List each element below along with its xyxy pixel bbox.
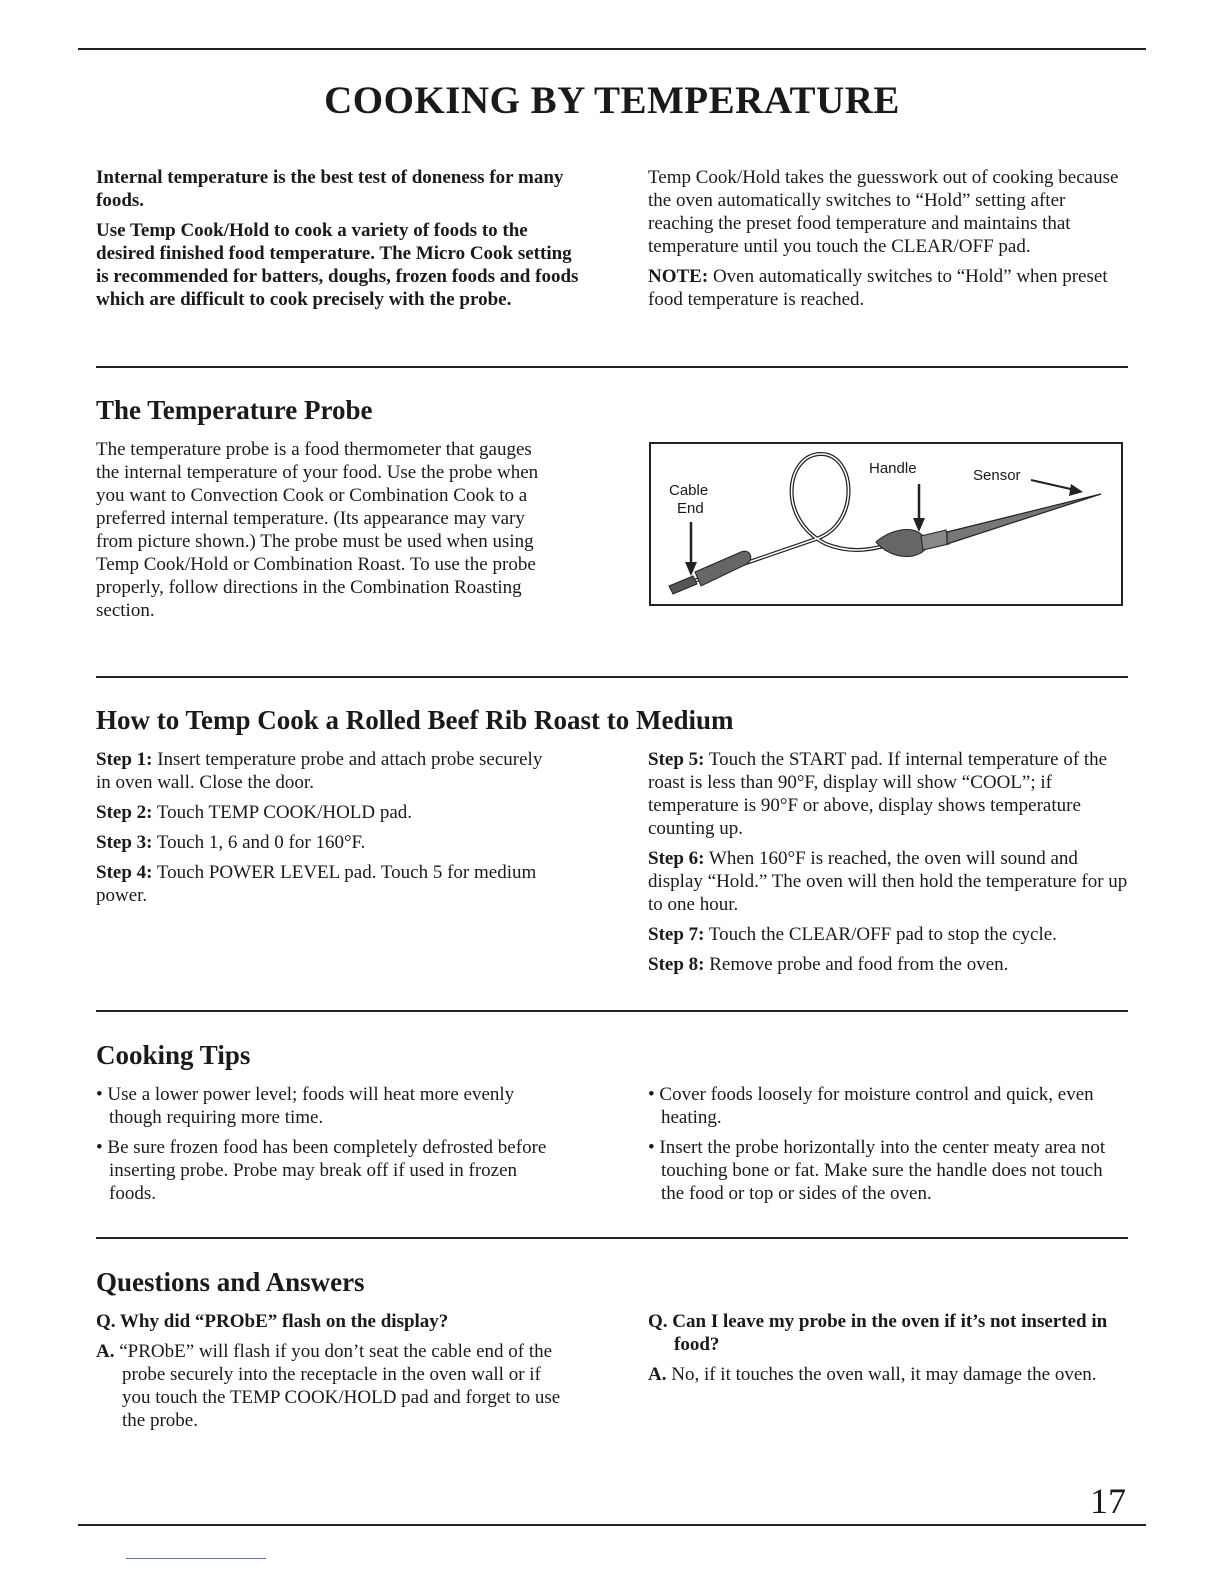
step-text: Touch TEMP COOK/HOLD pad. xyxy=(152,802,413,823)
tips-left xyxy=(96,1083,568,1212)
probe-body-column xyxy=(96,438,558,629)
intro-bold-2: Use Temp Cook/Hold to cook a variety of foods to the desired finished food temperature. The Micro Cook setting is recommended for batters, doughs, frozen foods and foods which are difficult to cook precisely with the probe. xyxy=(96,220,579,310)
page-number: 17 xyxy=(1090,1481,1126,1521)
answer-label: A. xyxy=(96,1341,115,1362)
intro-left xyxy=(96,166,586,318)
label-sensor: Sensor xyxy=(973,467,1021,484)
question: Q. Why did “PRObE” flash on the display? xyxy=(96,1311,449,1332)
step-label: Step 7: xyxy=(648,924,705,945)
divider-3 xyxy=(96,1010,1128,1012)
sensor-arrow xyxy=(1031,480,1075,490)
answer xyxy=(648,1363,1108,1386)
qa-left xyxy=(96,1310,568,1439)
probe-body: The temperature probe is a food thermometer that gauges the internal temperature of your food. Use the probe when you want to Convection Cook or Combination Cook to a preferred internal temperature. (Its appearance may vary from picture shown.) The probe must be used when using Temp Cook/Hold or Combination Roast. To use the probe properly, follow directions in the Combination Roasting section. xyxy=(96,439,539,621)
step-text: Insert temperature probe and attach probe securely in oven wall. Close the door. xyxy=(96,749,543,793)
step-1 xyxy=(96,748,556,794)
sensor-arrow-head xyxy=(1069,484,1083,496)
probe-figure xyxy=(649,442,1123,606)
step-2 xyxy=(96,801,556,824)
handle-arrow-head xyxy=(913,518,925,532)
step-text: Touch 1, 6 and 0 for 160°F. xyxy=(152,832,366,853)
step-text: Touch the START pad. If internal temperature of the roast is less than 90°F, display will show “COOL”; if temperature is 90°F or above, display shows temperature counting up. xyxy=(648,749,1108,839)
intro-right-text: Temp Cook/Hold takes the guesswork out of cooking because the oven automatically switches to “Hold” setting after reaching the preset food temperature and maintains that temperature until you touch the CLEAR/OFF pad. xyxy=(648,167,1119,257)
cable-arrow-head xyxy=(685,562,697,576)
intro-bold-1: Internal temperature is the best test of doneness for many foods. xyxy=(96,167,564,211)
howto-left xyxy=(96,748,556,914)
step-label: Step 1: xyxy=(96,749,153,770)
probe-heading: The Temperature Probe xyxy=(96,395,373,425)
step-8 xyxy=(648,953,1130,976)
step-label: Step 3: xyxy=(96,832,153,853)
answer xyxy=(96,1340,568,1432)
tip-item: • Be sure frozen food has been completely defrosted before inserting probe. Probe may break off if used in frozen foods. xyxy=(96,1137,547,1204)
qa-heading: Questions and Answers xyxy=(96,1267,365,1297)
tip-item: • Use a lower power level; foods will heat more evenly though requiring more time. xyxy=(96,1084,515,1128)
note-label: NOTE: xyxy=(648,266,709,287)
label-cable-end xyxy=(669,482,708,518)
label-end: End xyxy=(677,500,704,517)
footer-link-line xyxy=(126,1558,266,1559)
step-text: Remove probe and food from the oven. xyxy=(704,954,1009,975)
bottom-rule xyxy=(78,1524,1146,1526)
step-6 xyxy=(648,847,1130,916)
tip-item: • Cover foods loosely for moisture control and quick, even heating. xyxy=(648,1084,1094,1128)
step-3 xyxy=(96,831,556,854)
tips-right xyxy=(648,1083,1126,1212)
divider-2 xyxy=(96,676,1128,678)
answer-label: A. xyxy=(648,1364,667,1385)
step-label: Step 5: xyxy=(648,749,705,770)
step-5 xyxy=(648,748,1130,840)
step-text: Touch POWER LEVEL pad. Touch 5 for medium power. xyxy=(96,862,537,906)
step-label: Step 6: xyxy=(648,848,705,869)
howto-right xyxy=(648,748,1130,983)
label-handle: Handle xyxy=(869,460,917,477)
step-text: When 160°F is reached, the oven will sound and display “Hold.” The oven will then hold the temperature for up to one hour. xyxy=(648,848,1128,915)
qa-right xyxy=(648,1310,1108,1393)
note-text: Oven automatically switches to “Hold” when preset food temperature is reached. xyxy=(648,266,1108,310)
step-7 xyxy=(648,923,1130,946)
step-label: Step 4: xyxy=(96,862,153,883)
divider-4 xyxy=(96,1237,1128,1239)
answer-text: No, if it touches the oven wall, it may damage the oven. xyxy=(666,1364,1097,1385)
intro-right xyxy=(648,166,1128,318)
step-label: Step 8: xyxy=(648,954,705,975)
label-cable: Cable xyxy=(669,482,709,499)
page-title: COOKING BY TEMPERATURE xyxy=(324,79,900,122)
tip-item: • Insert the probe horizontally into the center meaty area not touching bone or fat. Make sure the handle does not touch the food or top or sides of the oven. xyxy=(648,1137,1106,1204)
divider-1 xyxy=(96,366,1128,368)
top-rule xyxy=(78,48,1146,50)
question: Q. Can I leave my probe in the oven if it’s not inserted in food? xyxy=(648,1311,1108,1355)
tips-heading: Cooking Tips xyxy=(96,1040,251,1070)
answer-text: “PRObE” will flash if you don’t seat the cable end of the probe securely into the receptacle in the oven wall or if you touch the TEMP COOK/HOLD pad and forget to use the probe. xyxy=(114,1341,561,1431)
step-text: Touch the CLEAR/OFF pad to stop the cycle. xyxy=(704,924,1057,945)
howto-heading: How to Temp Cook a Rolled Beef Rib Roast to Medium xyxy=(96,705,734,735)
step-label: Step 2: xyxy=(96,802,153,823)
intro-note xyxy=(648,265,1128,311)
step-4 xyxy=(96,861,556,907)
